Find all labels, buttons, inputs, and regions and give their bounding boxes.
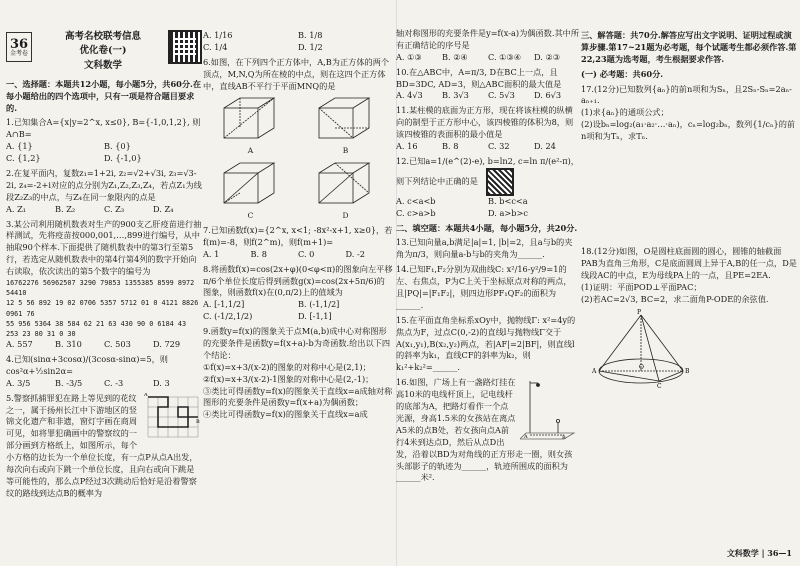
q3-opt-c: C. 503	[104, 339, 131, 350]
column-1	[6, 0, 202, 566]
q9-opt-d: D. ②③	[534, 51, 561, 62]
q10-opt-a: A. 4√3	[396, 90, 423, 101]
column-3	[396, 0, 580, 566]
q7-stem: 7.已知函数f(x)={2^x, x<1; -8x²-x+1, x≥0}，若f(m)=-8，则f(2^m)，则f(m+1)=	[203, 224, 393, 247]
grid-pattern-figure	[144, 393, 202, 443]
q8-stem: 8.将函数f(x)=cos(2x+φ)(0<φ<π)的图象向左平移π/6个单位长度后得到函数g(x)=cos(2x+5π/6)的图象，则函数f(x)在(0,π/2)上的值域为	[203, 263, 393, 298]
q18-part-1: (1)证明：平面POD⊥平面PAC；	[581, 281, 702, 292]
q7-opt-c: C. 0	[298, 248, 315, 259]
q2-stem: 2.在复平面内，复数z₁=1+2i, z₂=√2+√3i, z₃=√3-2i, z₄=-2+i对应的点分别为Z₁,Z₂,Z₃,Z₄，若点Z₁为线段Z₂Z₃的中点，与Z₄在同一象限内的点是	[6, 167, 202, 202]
question-9	[203, 326, 393, 421]
q5-opt-d: D. 1/2	[298, 41, 323, 52]
cube-figure	[315, 94, 377, 157]
page-footer: 文科数学 | 36—1	[726, 548, 792, 559]
svg-text:A: A	[144, 392, 148, 398]
issue-badge	[6, 32, 32, 62]
q8-opt-a: A. [-1,1/2]	[203, 299, 245, 310]
question-7	[203, 225, 393, 261]
q2-opt-a: A. Z₁	[6, 203, 27, 214]
q5-stem: 5.警察抓捕罪犯在路上等见到的花纹之一，属于扬州长江中下游地区的竖锦文化遗产和非遗，窗灯字画在商周可见，如将罪犯确画中的警察纹的一部分画到方格纸上，如图所示，每个小方格的边长为一个单位长度，有一点P从点A出发，每次向右或向下跳一个单位长度，且向右或向下跳是等可能性的，那么点P经过3次跳动后恰好是沿着警察纹的路线到达点B的概率为	[6, 392, 198, 498]
random-number-table	[6, 278, 202, 339]
q9-item: ④类比可得函数y=f(x)的图象关于直线x=a成	[203, 409, 368, 420]
q1-opt-d: D. {-1,0}	[104, 153, 142, 164]
q17-stem: 17.(12分)已知数列{aₙ}的前n项和为Sₙ，且2Sₙ-Sₙ=2aₙ-aₙ₊₁.	[581, 83, 792, 106]
q2-opt-c: C. Z₃	[104, 203, 125, 214]
q4-opt-c: C. -3	[104, 377, 124, 388]
table-row: 16762276 56962507 3290 79853 1355385 8599 8972 54410	[6, 279, 195, 298]
q1-opt-c: C. {1,2}	[6, 153, 41, 164]
column-4	[581, 0, 797, 566]
q10-stem: 10.在△ABC中，A=π/3, D在BC上一点，且BD=3DC, AD=3，则△ABC面积的最大值是	[396, 66, 562, 89]
cube-label: A	[247, 146, 254, 156]
question-17	[581, 84, 797, 143]
svg-text:A: A	[524, 434, 528, 441]
q8-opt-d: D. [-1,1]	[298, 311, 332, 322]
question-10	[396, 67, 580, 103]
cube-figures-row-1	[203, 94, 393, 157]
q12-opt-d: D. a>b>c	[488, 207, 528, 218]
table-row: 12 5 56 892 19 02 0706 5357 5712 01 0 4121 8826 0961 76	[6, 299, 199, 318]
cube-figure	[315, 159, 377, 222]
q7-opt-b: B. 8	[250, 248, 267, 259]
q8-opt-b: B. (-1,1/2]	[298, 299, 340, 310]
streetlight-figure	[520, 377, 580, 441]
q3-opt-d: D. 729	[153, 339, 181, 350]
cube-figures-row-2	[203, 159, 393, 222]
column-2	[203, 0, 393, 566]
cube-label: D	[342, 211, 349, 221]
svg-text:C: C	[657, 383, 662, 390]
q2-opt-d: D. Z₄	[153, 203, 174, 214]
q17-part-2: (2)设bₙ=log₂(a₁·a₂·…·aₙ)，cₙ=log₂bₙ，数列{1/cₙ}的前n项和为Tₙ，求Tₙ.	[581, 119, 796, 142]
q9-item: ②f(x)=x+3/(x-2)-1图象的对称中心是(2,-1)；	[203, 373, 374, 384]
q11-opt-b: B. 8	[442, 141, 459, 152]
q1-stem: 1.已知集合A={x|y=2^x, x≤0}, B={-1,0,1,2}, 则A∩B=	[6, 117, 201, 140]
q10-opt-d: D. 6√3	[534, 90, 562, 101]
q9-stem: 9.函数y=f(x)的图象关于点M(a,b)成中心对称图形的充要条件是函数y=f(x+a)-b为奇函数.给出以下四个结论：	[203, 326, 391, 360]
required-section-label: (一) 必考题：共60分.	[581, 68, 664, 79]
page-title: 高考名校联考信息	[64, 31, 141, 42]
question-9-continued	[396, 28, 580, 64]
q12-opt-a: A. c<a<b	[396, 195, 436, 206]
cone-figure	[591, 309, 691, 389]
q9-opt-c: C. ①③④	[488, 51, 522, 62]
svg-text:B: B	[685, 368, 690, 376]
cube-label: B	[342, 146, 349, 156]
q16-stem: 16.如图，广场上有一盏路灯挂在高10米的电线杆顶上，记电线杆的底部为A，把路灯看作一个点光源，身高1.5米的女孩站在离点A5米的点B处，若女孩向点A前行4米到达点D，然后从点D出发，沿着以BD为对角线的正方形走一圈，则女孩头部影子的轨迹为______，轨迹所围成的面积为______米².	[396, 377, 573, 483]
cube-figure	[220, 94, 282, 157]
qr-code-icon	[168, 30, 202, 64]
question-1	[6, 117, 202, 165]
page-subtitle: 优化卷(一)	[79, 45, 127, 57]
q11-opt-c: C. 32	[488, 141, 510, 152]
q9-opt-b: B. ②④	[442, 51, 468, 62]
q9-item: ③类比可得函数y=f(x)的图象关于直线x=a成轴对称图形的充要条件是函数y=f(x+a)为偶函数；	[203, 385, 393, 408]
solve-section-intro: 三、解答题：共70分.解答应写出文字说明、证明过程或演算步骤.第17~21题为必考题，每个试题考生都必须作答.第22,23题为选考题，考生根据要求作答.	[581, 30, 797, 64]
svg-text:P: P	[637, 309, 642, 317]
q11-stem: 11.某柱模的底面为正方形，现在将该柱模的纵横向的制型于正方形中心，该四棱锥的体积为8，则该四棱锥的表面积的最小值是	[396, 105, 574, 140]
fill-section-intro: 二、填空题：本题共4小题，每小题5分，共20分.	[396, 222, 578, 233]
svg-text:B: B	[196, 418, 200, 425]
question-18	[581, 246, 797, 393]
question-5	[6, 393, 202, 500]
answer-space	[581, 146, 797, 246]
q3-opt-b: B. 310	[55, 339, 82, 350]
q12-stem: 12.已知a=1/(e^(2)-e), b=ln2, c=ln π/(e²-π)，则下列结论中正确的是	[396, 155, 579, 186]
q5-opt-b: B. 1/8	[298, 30, 323, 40]
q18-stem: 18.(12分)如图，O是圆柱底面圆的圆心，圆锥的轴截面PAB为直角三角形，C是底面圆周上异于A,B的任一点，D是线段AC的中点，E为母线PA上的一点，且PE=2EA.	[581, 246, 797, 280]
q1-opt-a: A. {1}	[6, 141, 33, 152]
q10-opt-b: B. 3√3	[442, 90, 469, 101]
q9-stem-cont: 轴对称图形的充要条件是y=f(x-a)为偶函数.其中所有正确结论的序号是	[396, 28, 580, 50]
q4-stem: 4.已知(sinα+3cosα)/(3cosα-sinα)=5，则cos²α+½sin2α=	[6, 354, 168, 376]
svg-text:B: B	[562, 435, 566, 442]
q5-options	[203, 30, 393, 54]
q9-opt-a: A. ①③	[396, 51, 422, 62]
badge-number: 36	[9, 36, 29, 52]
titles	[38, 30, 168, 73]
question-3	[6, 219, 202, 351]
q3-stem: 3.某公司利用随机数表对生产的900支乙肝疫苗进行抽样测试，先将疫苗按000,001,…,899进行编号，从中抽取90个样本.下面提供了随机数表中的第3行至第5行，若选定从随机数表中的第4行第4列的数字开始向右读取，依次读出的第5个数字的编号为	[6, 218, 202, 277]
svg-text:A: A	[592, 368, 597, 376]
qr-code-icon	[486, 168, 514, 196]
question-6	[203, 57, 393, 222]
question-11	[396, 105, 580, 153]
question-2	[6, 168, 202, 216]
q5-opt-a: A. 1/16	[203, 30, 233, 40]
question-13: 13.已知向量a,b满足|a|=1, |b|=2，且a与b的夹角为π/3，则向量a-b与b的夹角为______.	[396, 237, 573, 260]
q11-opt-d: D. 24	[534, 141, 556, 152]
question-12	[396, 156, 580, 220]
q17-part-1: (1)求{aₙ}的通项公式；	[581, 107, 669, 118]
question-4	[6, 354, 202, 390]
q6-stem: 6.如图，在下列四个正方体中，A,B为正方体的两个顶点，M,N,Q为所在棱的中点，则在这四个正方体中，直线AB不平行于平面MNQ的是	[203, 56, 390, 91]
q7-opt-a: A. 1	[203, 248, 220, 259]
section-intro: 一、选择题：本题共12小题，每小题5分，共60分.在每小题给出的四个选项中，只有一项是符合题目要求的.	[6, 78, 202, 113]
svg-text:O: O	[639, 364, 644, 372]
q5-opt-c: C. 1/4	[203, 41, 228, 52]
question-16	[396, 377, 580, 484]
question-15: 15.在平面直角坐标系xOy中，抛物线Γ: x²=4y的焦点为F，过点C(0,-2)的直线l与抛物线Γ交于A(x₁,y₁),B(x₂,y₂)两点，若|AF|=2|BF|，则直线l的斜率为k₁，直线CF的斜率为k₂，则k₁²+k₂²=______.	[396, 314, 576, 373]
q2-opt-b: B. Z₂	[55, 203, 76, 214]
subject-label: 文科数学	[83, 59, 122, 71]
q8-opt-c: C. (-1/2,1/2)	[203, 311, 253, 322]
q10-opt-c: C. 5√3	[488, 90, 515, 101]
q12-opt-b: B. b<c<a	[488, 195, 528, 206]
cube-label: C	[247, 211, 254, 221]
question-14: 14.已知F₁,F₂分别为双曲线C: x²/16-y²/9=1的左、右焦点，P为C上关于坐标原点对称的两点，且|PQ|=|F₁F₂|，则四边形PF₁QF₂的面积为______.	[396, 264, 572, 310]
question-8	[203, 264, 393, 323]
q7-opt-d: D. -2	[345, 248, 365, 259]
q4-opt-b: B. -3/5	[55, 377, 83, 388]
header	[6, 30, 202, 73]
q9-item: ①f(x)=x+3/(x-2)的图象的对称中心是(2,1)；	[203, 361, 371, 372]
table-row: 55 956 5364 38 584 62 21 63 430 90 0 6184 43 253 23 80 31 0 30	[6, 319, 187, 338]
q4-opt-d: D. 3	[153, 377, 170, 388]
q18-part-2: (2)若AC=2√3, BC=2，求二面角P-ODE的余弦值.	[581, 293, 769, 304]
badge-label: 金考卷	[9, 49, 28, 57]
q1-opt-b: B. {0}	[104, 141, 131, 152]
q3-opt-a: A. 557	[6, 339, 33, 350]
q12-opt-c: C. c>a>b	[396, 207, 436, 218]
q11-opt-a: A. 16	[396, 141, 418, 152]
q4-opt-a: A. 3/5	[6, 377, 31, 388]
cube-figure	[220, 159, 282, 222]
